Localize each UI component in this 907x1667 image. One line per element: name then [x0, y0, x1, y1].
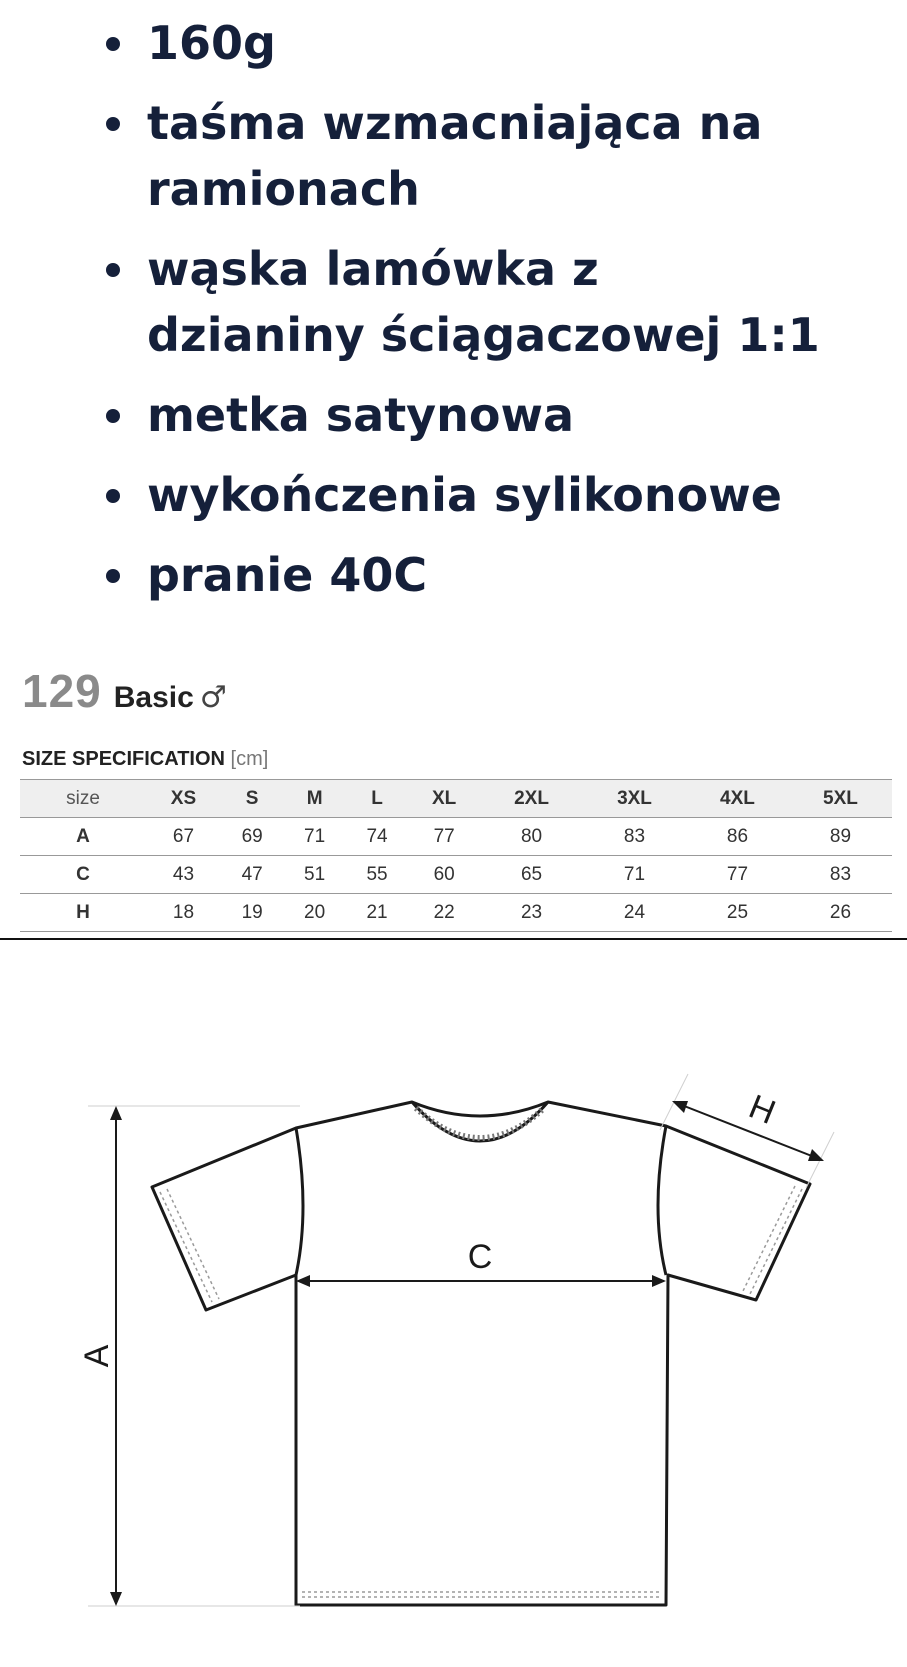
feature-text: metka satynowa	[147, 388, 575, 442]
table-cell: 47	[221, 856, 283, 894]
feature-item	[0, 382, 907, 448]
bullet-icon	[106, 37, 120, 51]
model-heading	[22, 664, 227, 718]
feature-item	[0, 10, 907, 76]
table-cell: 69	[221, 818, 283, 856]
spec-title-text: SIZE SPECIFICATION	[22, 748, 225, 770]
label-c: C	[467, 1238, 493, 1276]
header-size: XS	[146, 780, 221, 818]
table-cell: 71	[283, 818, 345, 856]
table-cell: 21	[346, 894, 408, 932]
feature-item	[0, 542, 907, 608]
spec-unit: [cm]	[230, 748, 269, 770]
feature-text: 160g	[147, 16, 276, 70]
bullet-icon	[106, 569, 120, 583]
table-cell: 65	[480, 856, 583, 894]
table-cell: 20	[283, 894, 345, 932]
header-size: L	[346, 780, 408, 818]
table-cell: 89	[789, 818, 892, 856]
tshirt-outline	[152, 1102, 810, 1605]
table-cell: 55	[346, 856, 408, 894]
table-row	[20, 818, 892, 856]
row-label: H	[20, 894, 146, 932]
feature-item	[0, 462, 907, 528]
table-cell: 77	[408, 818, 480, 856]
table-cell: 67	[146, 818, 221, 856]
bullet-icon	[106, 263, 120, 277]
spec-title	[22, 748, 268, 771]
header-size-label: size	[20, 780, 146, 818]
model-number: 129	[22, 665, 102, 717]
table-row	[20, 856, 892, 894]
table-cell: 77	[686, 856, 789, 894]
male-gender-icon: ♂	[199, 680, 227, 715]
header-size: M	[283, 780, 345, 818]
table-cell: 43	[146, 856, 221, 894]
table-cell: 18	[146, 894, 221, 932]
bullet-icon	[106, 409, 120, 423]
table-cell: 80	[480, 818, 583, 856]
feature-item	[0, 236, 827, 368]
row-label: A	[20, 818, 146, 856]
table-cell: 60	[408, 856, 480, 894]
table-cell: 71	[583, 856, 686, 894]
table-cell: 23	[480, 894, 583, 932]
header-size: 3XL	[583, 780, 686, 818]
label-a: A	[78, 1344, 116, 1368]
bullet-icon	[106, 489, 120, 503]
label-h: H	[743, 1087, 781, 1133]
table-cell: 86	[686, 818, 789, 856]
table-cell: 74	[346, 818, 408, 856]
section-divider	[0, 938, 907, 940]
header-size: 2XL	[480, 780, 583, 818]
header-size: XL	[408, 780, 480, 818]
table-cell: 19	[221, 894, 283, 932]
table-cell: 24	[583, 894, 686, 932]
header-size: 4XL	[686, 780, 789, 818]
feature-item	[0, 90, 767, 222]
model-name: Basic	[113, 681, 194, 714]
table-cell: 83	[789, 856, 892, 894]
feature-list	[0, 0, 907, 622]
tshirt-measurement-diagram	[0, 1070, 907, 1625]
table-cell: 51	[283, 856, 345, 894]
table-row	[20, 894, 892, 932]
table-header-row	[20, 780, 892, 818]
header-size: S	[221, 780, 283, 818]
table-cell: 22	[408, 894, 480, 932]
header-size: 5XL	[789, 780, 892, 818]
feature-text: pranie 40C	[147, 548, 428, 602]
size-table	[20, 779, 892, 932]
bullet-icon	[106, 117, 120, 131]
feature-text: wąska lamówka z dzianiny ściągaczowej 1:1	[147, 242, 820, 362]
row-label: C	[20, 856, 146, 894]
table-cell: 25	[686, 894, 789, 932]
feature-text: wykończenia sylikonowe	[147, 468, 782, 522]
table-cell: 83	[583, 818, 686, 856]
table-cell: 26	[789, 894, 892, 932]
feature-text: taśma wzmacniająca na ramionach	[147, 96, 763, 216]
